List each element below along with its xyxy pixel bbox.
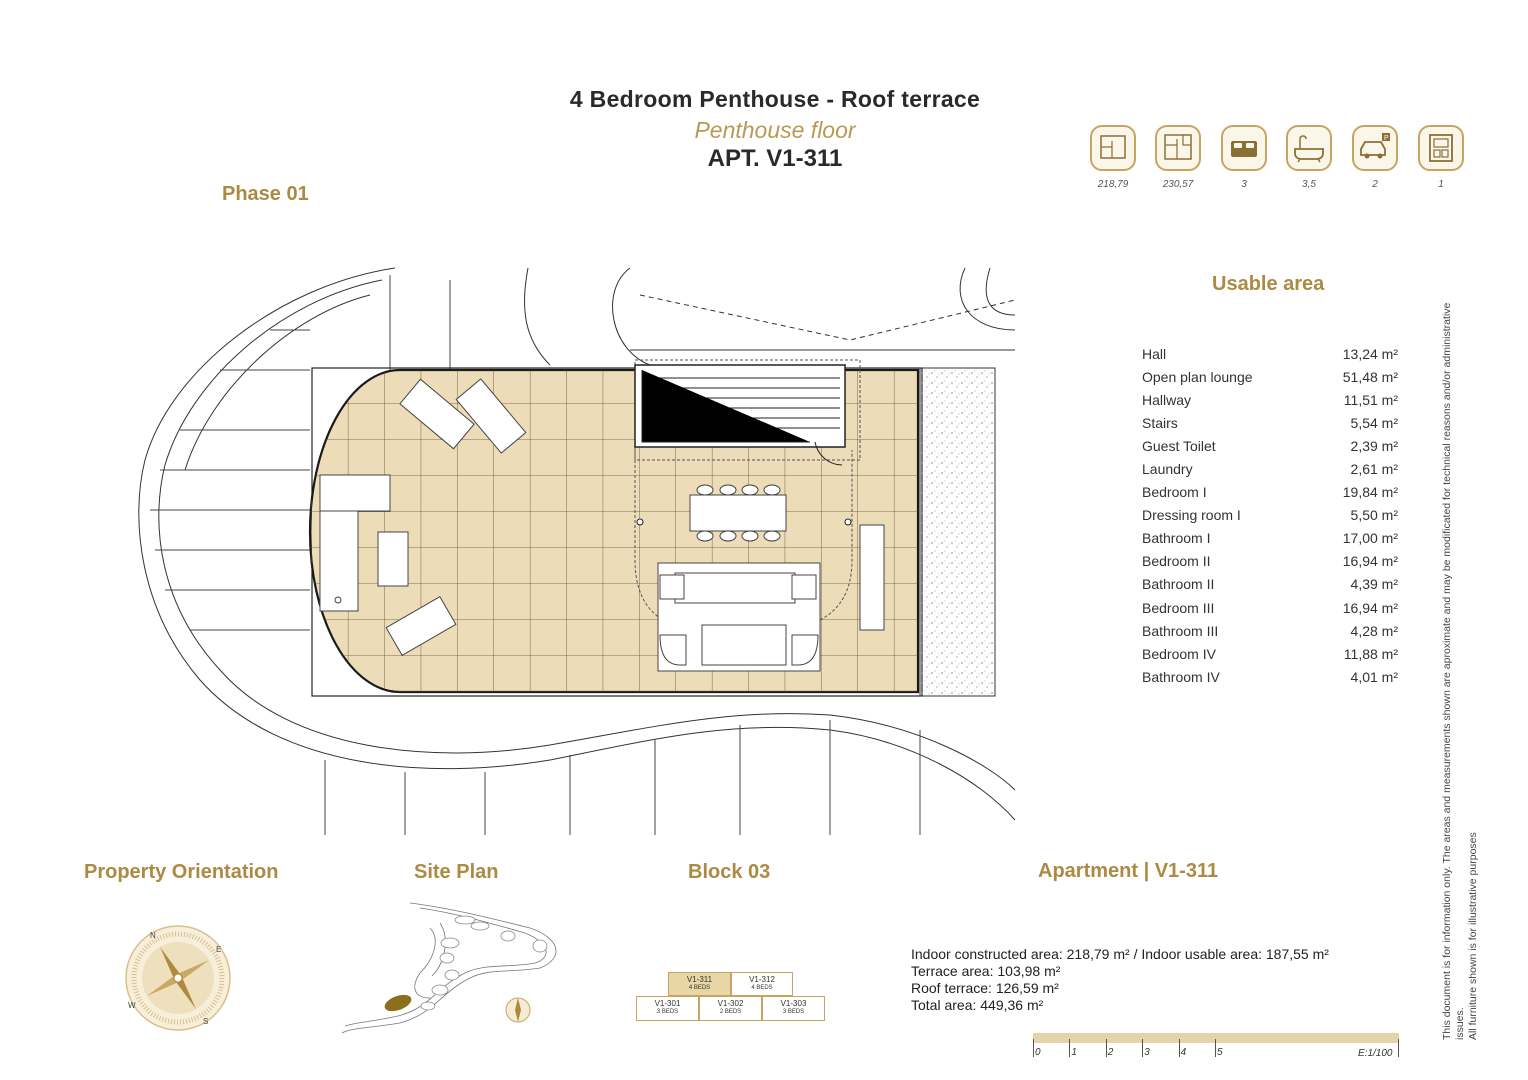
terrace-area: Terrace area: 103,98 m²	[911, 963, 1061, 979]
unit-beds: 3 BEDS	[656, 1009, 679, 1015]
room-row	[1142, 527, 1398, 550]
indoor-area: Indoor constructed area: 218,79 m² / Indoor usable area: 187,55 m²	[911, 946, 1329, 962]
unit-id: V1-312	[749, 975, 775, 984]
room-row	[1142, 481, 1398, 504]
roof-terrace-area: Roof terrace: 126,59 m²	[911, 980, 1059, 996]
icon-value: 218,79	[1097, 179, 1129, 190]
bathtub-icon	[1286, 125, 1332, 171]
scale-tick-end	[1398, 1039, 1399, 1057]
disclaimer-line1: This document is for information only. The areas and measurements shown are aproximate and may be modificated for technical reasons and/or administrative issues.	[1441, 302, 1466, 1040]
scale-tick	[1215, 1039, 1216, 1057]
icon-value: 1	[1438, 179, 1444, 190]
room-name: Bathroom III	[1142, 622, 1219, 639]
site-plan-map	[340, 898, 565, 1038]
block-title: Block 03	[688, 861, 771, 883]
room-area: 2,39 m²	[1350, 437, 1398, 454]
room-name: Guest Toilet	[1142, 437, 1216, 454]
room-name: Hall	[1142, 345, 1167, 362]
scale-tick	[1179, 1039, 1180, 1057]
disclaimer	[1441, 270, 1480, 1040]
room-area: 2,61 m²	[1350, 461, 1398, 478]
unit-beds: 4 BEDS	[751, 985, 773, 991]
room-area: 11,51 m²	[1343, 391, 1398, 408]
apartment-id: APT. V1-311	[707, 145, 843, 172]
disclaimer-line2: All furniture shown is for illustrative purposes	[1467, 832, 1479, 1040]
block-unit-v1-312	[731, 972, 793, 996]
block-unit-v1-301	[636, 996, 699, 1021]
room-name: Bedroom III	[1142, 599, 1215, 616]
room-area: 13,24 m²	[1342, 345, 1398, 362]
room-area: 5,50 m²	[1350, 507, 1398, 524]
scale-tick	[1033, 1039, 1034, 1057]
room-row	[1142, 457, 1398, 480]
room-area: 17,00 m²	[1342, 530, 1398, 547]
block-unit-v1-311	[668, 972, 731, 996]
storage-icon	[1418, 125, 1464, 171]
unit-beds: 4 BEDS	[688, 985, 711, 991]
scale-tick-label: 0	[1035, 1047, 1041, 1058]
room-area: 11,88 m²	[1343, 645, 1398, 662]
scale-tick-label: 1	[1071, 1047, 1077, 1058]
page-title: 4 Bedroom Penthouse - Roof terrace	[569, 86, 981, 112]
usable-area-title: Usable area	[1212, 273, 1325, 295]
svg-text:P: P	[1384, 135, 1389, 142]
room-name: Bedroom IV	[1142, 645, 1216, 662]
room-area: 16,94 m²	[1342, 553, 1398, 570]
unit-id: V1-301	[654, 999, 681, 1008]
floorplan-icon	[1090, 125, 1136, 171]
scale-ticks	[1033, 1033, 1403, 1063]
room-area: 4,01 m²	[1350, 668, 1398, 685]
room-row	[1142, 504, 1398, 527]
room-area: 4,39 m²	[1350, 576, 1398, 593]
block-unit-v1-303	[762, 996, 825, 1021]
room-name: Stairs	[1142, 414, 1178, 431]
compass-e: E	[216, 945, 222, 954]
room-name: Open plan lounge	[1142, 368, 1253, 385]
area-summary	[911, 946, 1329, 1014]
scale-label: E:1/100	[1358, 1048, 1393, 1059]
car-parking-icon	[1352, 125, 1398, 171]
room-row	[1142, 342, 1398, 365]
room-area: 4,28 m²	[1350, 622, 1398, 639]
room-area: 51,48 m²	[1342, 368, 1398, 385]
unit-id: V1-302	[717, 999, 744, 1008]
floor-plan-drawing	[130, 260, 1020, 840]
room-name: Bathroom I	[1142, 530, 1211, 547]
floorplan-terrace-icon	[1155, 125, 1201, 171]
room-row	[1142, 619, 1398, 642]
room-row	[1142, 388, 1398, 411]
scale-tick	[1106, 1039, 1107, 1057]
icon-value: 230,57	[1162, 179, 1194, 190]
unit-id: V1-311	[686, 975, 713, 984]
site-plan-title: Site Plan	[414, 861, 499, 883]
scale-tick-label: 4	[1180, 1047, 1187, 1058]
room-name: Laundry	[1142, 461, 1193, 478]
room-area: 19,84 m²	[1342, 484, 1398, 501]
scale-tick	[1069, 1039, 1070, 1057]
feature-icons	[1088, 123, 1468, 193]
room-row	[1142, 665, 1398, 688]
total-area: Total area: 449,36 m²	[911, 997, 1044, 1013]
room-name: Bathroom II	[1142, 576, 1215, 593]
room-row	[1142, 411, 1398, 434]
room-list	[1142, 342, 1398, 688]
floor-subtitle: Penthouse floor	[694, 117, 856, 143]
scale-tick	[1142, 1039, 1143, 1057]
room-name: Bathroom IV	[1142, 668, 1220, 685]
apartment-section-title: Apartment | V1-311	[1038, 860, 1219, 882]
unit-beds: 2 BEDS	[719, 1009, 742, 1015]
block-diagram	[636, 972, 826, 1022]
room-row	[1142, 642, 1398, 665]
room-name: Bedroom II	[1142, 553, 1211, 570]
room-row	[1142, 573, 1398, 596]
compass-w: W	[128, 1001, 136, 1010]
scale-tick-label: 3	[1144, 1047, 1150, 1058]
room-row	[1142, 365, 1398, 388]
block-unit-v1-302	[699, 996, 762, 1021]
scale-tick-label: 2	[1107, 1047, 1114, 1058]
unit-id: V1-303	[780, 999, 807, 1008]
room-row	[1142, 550, 1398, 573]
phase-label: Phase 01	[222, 183, 309, 205]
icon-value: 3,5	[1302, 179, 1316, 190]
bed-icon	[1221, 125, 1267, 171]
compass-icon	[120, 920, 236, 1036]
icon-value: 3	[1241, 179, 1247, 190]
room-area: 16,94 m²	[1342, 599, 1398, 616]
room-area: 5,54 m²	[1350, 414, 1398, 431]
compass-s: S	[203, 1017, 209, 1026]
scale-tick-label: 5	[1217, 1047, 1223, 1058]
compass-n: N	[150, 931, 156, 940]
room-row	[1142, 434, 1398, 457]
unit-beds: 3 BEDS	[782, 1009, 805, 1015]
icon-value: 2	[1372, 179, 1378, 190]
room-name: Hallway	[1142, 391, 1192, 408]
room-row	[1142, 596, 1398, 619]
room-name: Dressing room I	[1142, 507, 1241, 524]
property-orientation-title: Property Orientation	[84, 861, 279, 883]
room-name: Bedroom I	[1142, 484, 1207, 501]
